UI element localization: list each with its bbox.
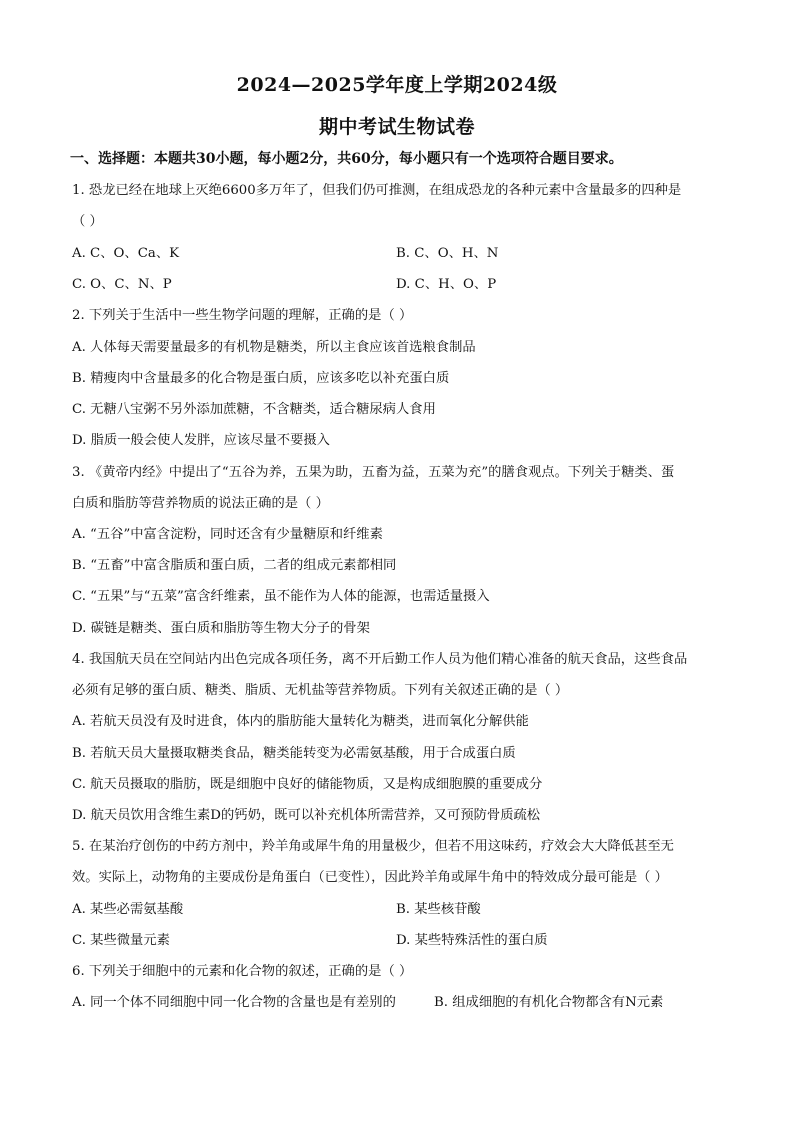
question-1-option-c: C. O、C、N、P (72, 277, 172, 292)
question-4-option-c: C. 航天员摄取的脂肪，既是细胞中良好的储能物质，又是构成细胞膜的重要成分 (72, 777, 543, 792)
question-1-stem: 1. 恐龙已经在地球上灭绝6600多万年了，但我们仍可推测，在组成恐龙的各种元素中含量最多的四种是 (72, 183, 682, 198)
question-5-option-b: B. 某些核苷酸 (396, 902, 481, 917)
question-4-option-d: D. 航天员饮用含维生素D的钙奶，既可以补充机体所需营养，又可预防骨质疏松 (72, 808, 541, 823)
question-1-option-a: A. C、O、Ca、K (72, 246, 180, 261)
question-3-stem: 3. 《黄帝内经》中提出了“五谷为养，五果为助，五畜为益，五菜为充”的膳食观点。下列关于糖类、蛋 (72, 465, 675, 480)
question-2-stem: 2. 下列关于生活中一些生物学问题的理解，正确的是（ ） (72, 308, 413, 323)
question-5-option-d: D. 某些特殊活性的蛋白质 (396, 933, 548, 948)
question-3-option-b: B. “五畜”中富含脂质和蛋白质，二者的组成元素都相同 (72, 558, 397, 573)
question-4-stem-cont: 必须有足够的蛋白质、糖类、脂质、无机盐等营养物质。下列有关叙述正确的是（ ） (72, 683, 569, 698)
exam-subtitle: 期中考试生物试卷 (318, 116, 475, 138)
question-5-option-c: C. 某些微量元素 (72, 933, 170, 948)
question-3-option-a: A. “五谷”中富含淀粉，同时还含有少量糖原和纤维素 (72, 527, 383, 542)
exam-title: 2024—2025学年度上学期2024级 (236, 74, 558, 96)
question-5-stem-cont: 效。实际上，动物角的主要成份是角蛋白（已变性），因此羚羊角或犀牛角中的特效成分最可能是（ ） (72, 870, 668, 885)
question-3-option-d: D. 碳链是糖类、蛋白质和脂肪等生物大分子的骨架 (72, 621, 370, 636)
question-4-option-b: B. 若航天员大量摄取糖类食品，糖类能转变为必需氨基酸，用于合成蛋白质 (72, 746, 516, 761)
question-1-option-d: D. C、H、O、P (396, 277, 497, 292)
question-2-option-d: D. 脂质一般会使人发胖，应该尽量不要摄入 (72, 433, 330, 448)
question-5-option-a: A. 某些必需氨基酸 (72, 902, 184, 917)
question-2-option-c: C. 无糖八宝粥不另外添加蔗糖，不含糖类，适合糖尿病人食用 (72, 402, 436, 417)
question-3-option-c: C. “五果”与“五菜”富含纤维素，虽不能作为人体的能源，也需适量摄入 (72, 589, 490, 604)
question-4-option-a: A. 若航天员没有及时进食，体内的脂肪能大量转化为糖类，进而氧化分解供能 (72, 714, 529, 729)
question-3-stem-cont: 白质和脂肪等营养物质的说法正确的是（ ） (72, 496, 329, 511)
question-6-option-a: A. 同一个体不同细胞中同一化合物的含量也是有差别的 (72, 995, 396, 1010)
question-1-option-b: B. C、O、H、N (396, 246, 499, 261)
question-4-stem: 4. 我国航天员在空间站内出色完成各项任务，离不开后勤工作人员为他们精心准备的航天食品，这些食品 (72, 652, 688, 667)
question-6-option-b: B. 组成细胞的有机化合物都含有N元素 (434, 995, 664, 1010)
section-heading: 一、选择题：本题共30小题，每小题2分，共60分，每小题只有一个选项符合题目要求。 (70, 151, 623, 167)
question-6-stem: 6. 下列关于细胞中的元素和化合物的叙述，正确的是（ ） (72, 964, 413, 979)
question-5-stem: 5. 在某治疗创伤的中药方剂中，羚羊角或犀牛角的用量极少，但若不用这味药，疗效会大大降低甚至无 (72, 839, 674, 854)
question-1-stem-cont: （ ） (72, 214, 103, 229)
question-2-option-b: B. 精瘦肉中含量最多的化合物是蛋白质，应该多吃以补充蛋白质 (72, 371, 450, 386)
question-2-option-a: A. 人体每天需要量最多的有机物是糖类，所以主食应该首选粮食制品 (72, 340, 476, 355)
